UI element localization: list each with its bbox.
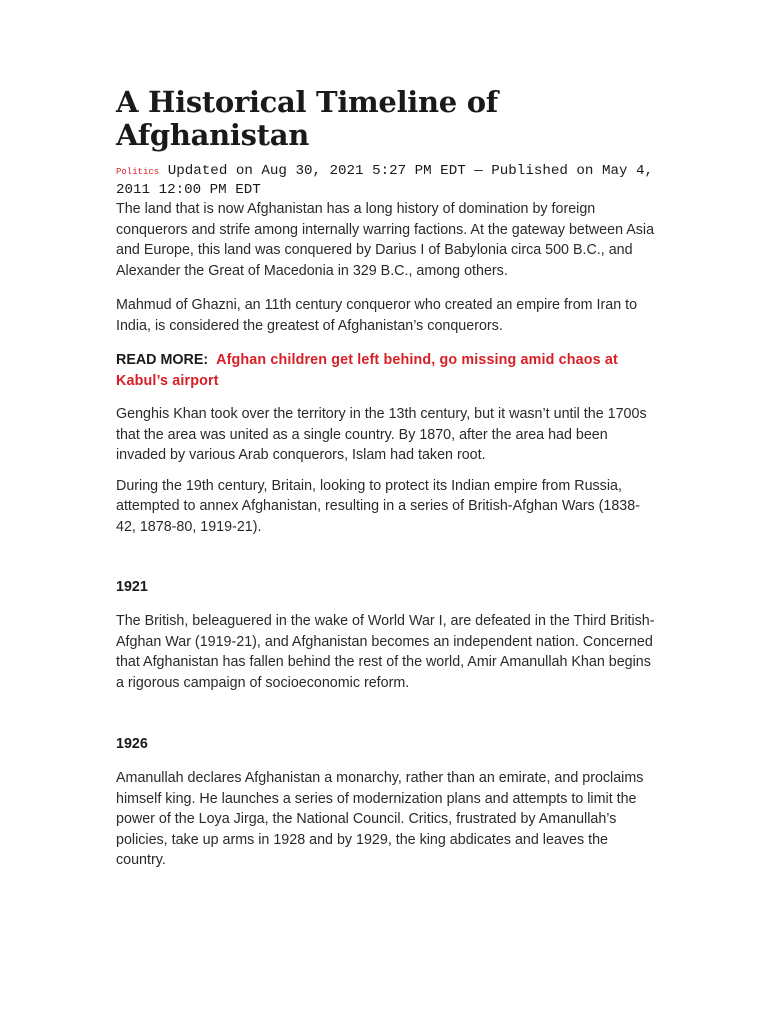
article-dateline — [116, 162, 656, 199]
section-year-1926: 1926 — [116, 736, 148, 752]
dateline-text: Updated on Aug 30, 2021 5:27 PM EDT — Published on May 4, 2011 12:00 PM EDT — [116, 163, 654, 198]
genghis-paragraph: Genghis Khan took over the territory in the 13th century, but it wasn’t until the 1700s that the area was united as a single country. By 1870, after the area had been invaded by various Arab conquerors, Islam had taken root. — [116, 406, 647, 463]
read-more-link[interactable]: Afghan children get left behind, go missing amid chaos at Kabul’s airport — [116, 352, 618, 389]
article — [116, 86, 656, 871]
read-more-label: READ MORE: — [116, 352, 209, 368]
read-more — [116, 350, 656, 391]
section-text-1926: Amanullah declares Afghanistan a monarchy, rather than an emirate, and proclaims himself king. He launches a series of modernization plans and attempts to limit the power of the Loya Jirga, the National Council. Critics, frustrated by Amanullah’s policies, take up arms in 1928 and by 1929, the king abdicates and leaves the country. — [116, 770, 644, 868]
section-year-1921: 1921 — [116, 579, 148, 595]
article-title: A Historical Timeline of Afghanistan — [116, 85, 498, 152]
category-link[interactable]: Politics — [116, 167, 160, 177]
intro-paragraph: The land that is now Afghanistan has a long history of domination by foreign conquerors and strife among internally warring factions. At the gateway between Asia and Europe, this land was conquered by Darius I of Babylonia circa 500 B.C., and Alexander the Great of Macedonia in 329 B.C., among others. — [116, 201, 655, 279]
section-text-1921: The British, beleaguered in the wake of World War I, are defeated in the Third British-Afghan War (1919-21), and Afghanistan becomes an independent nation. Concerned that Afghanistan has fallen behind the rest of the world, Amir Amanullah Khan begins a rigorous campaign of socioeconomic reform. — [116, 613, 655, 691]
ghazni-paragraph: Mahmud of Ghazni, an 11th century conqueror who created an empire from Iran to India, is considered the greatest of Afghanistan’s conquerors. — [116, 297, 638, 334]
british-paragraph: During the 19th century, Britain, looking to protect its Indian empire from Russia, attempted to annex Afghanistan, resulting in a series of British-Afghan Wars (1838-42, 1878-80, 1919-21). — [116, 477, 640, 535]
